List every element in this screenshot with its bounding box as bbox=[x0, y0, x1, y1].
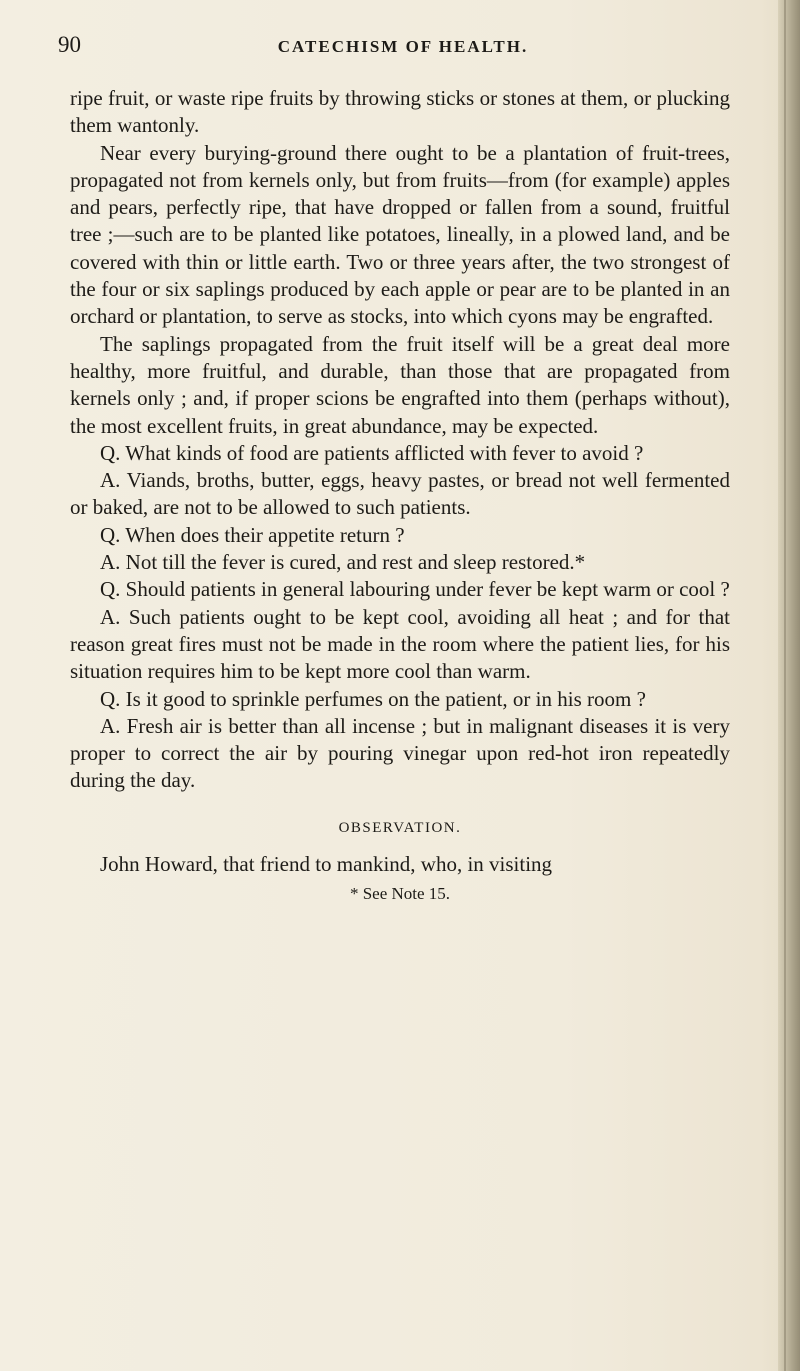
page-header bbox=[58, 30, 748, 60]
running-head: CATECHISM OF HEALTH. bbox=[277, 37, 529, 56]
answer-paragraph: A. Fresh air is better than all incense ; but in malignant diseases it is very proper to correct the air by pouring vinegar upon red-hot iron repeatedly during the day. bbox=[70, 713, 730, 793]
page-edge-line bbox=[784, 0, 786, 1371]
question-paragraph: Q. When does their appetite return ? bbox=[100, 522, 405, 547]
page-edge-shadow bbox=[778, 0, 800, 1371]
answer-paragraph: A. Viands, broths, butter, eggs, heavy pastes, or bread not well fermented or baked, are not to be allowed to such patients. bbox=[70, 468, 730, 520]
observation-paragraph: John Howard, that friend to mankind, who, in visiting bbox=[100, 851, 553, 876]
answer-paragraph: A. Such patients ought to be kept cool, avoiding all heat ; and for that reason great fires must not be made in the room where the patient lies, for his situation requires him to be kept more cool than warm. bbox=[70, 604, 730, 684]
page-number: 90 bbox=[58, 32, 81, 57]
paragraph: The saplings propagated from the fruit itself will be a great deal more healthy, more fruitful, and durable, than those that are propagated from kernels only ; and, if proper scions be engrafted into them (perhaps without), the most excellent fruits, in great abundance, may be expected. bbox=[70, 331, 730, 438]
footnote: * See Note 15. bbox=[349, 884, 451, 904]
paragraph-continuation: ripe fruit, or waste ripe fruits by throwing sticks or stones at them, or plucking them wantonly. bbox=[70, 86, 730, 138]
question-paragraph: Q. Is it good to sprinkle perfumes on the patient, or in his room ? bbox=[100, 686, 646, 711]
answer-paragraph: A. Not till the fever is cured, and rest and sleep restored.* bbox=[100, 550, 586, 575]
section-heading: OBSERVATION. bbox=[338, 819, 462, 836]
page-body bbox=[70, 85, 730, 906]
paragraph: Near every burying-ground there ought to be a plantation of fruit-trees, propagated not from kernels only, but from fruits—from (for example) apples and pears, perfectly ripe, that have dropped or fallen from a sound, fruitful tree ;—such are to be planted like potatoes, lineally, in a plowed land, and be covered with thin or little earth. Two or three years after, the two strongest of the four or six saplings produced by each apple or pear are to be planted in an orchard or plantation, to serve as stocks, into which cyons may be engrafted. bbox=[70, 140, 730, 329]
question-paragraph: Q. What kinds of food are patients afflicted with fever to avoid ? bbox=[100, 440, 644, 465]
question-paragraph: Q. Should patients in general labouring under fever be kept warm or cool ? bbox=[100, 577, 730, 602]
